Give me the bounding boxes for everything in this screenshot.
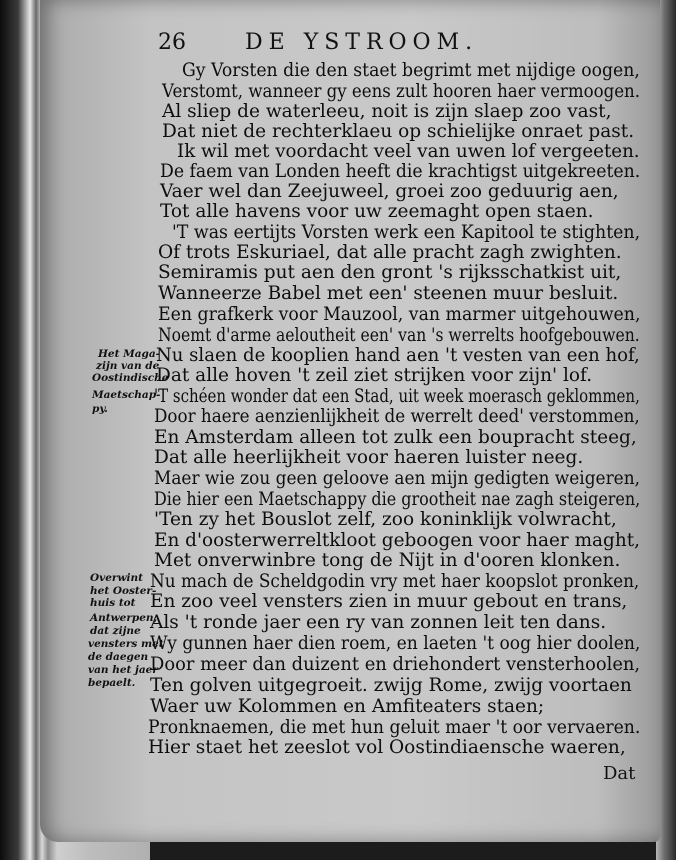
- verse-line: Nu slaen de kooplien hand aen 't vesten van een hof,: [156, 345, 640, 366]
- verse-line: Nu mach de Scheldgodin vry met haer koopslot pronken,: [150, 571, 640, 592]
- margin-note: vensters met: [88, 638, 164, 650]
- verse-line: Dat alle hoven 't zeil ziet strijken voor zijn' lof.: [156, 365, 593, 386]
- verse-line: Met onverwinbre tong de Nijt in d'ooren klonken.: [154, 550, 621, 571]
- verse-line: En d'oosterwerreltkloot geboogen voor haer maght,: [154, 530, 640, 551]
- verse-line: Hier staet het zeeslot vol Oostindiaensche waeren,: [148, 737, 626, 758]
- verse-line: En Amsterdam alleen tot zulk een boupracht steeg,: [154, 427, 637, 448]
- verse-line: Een grafkerk voor Mauzool, van marmer uitgehouwen,: [158, 304, 641, 325]
- verse-line: Semiramis put aen den gront 's rijksschatkist uit,: [158, 262, 622, 283]
- verse-line: En zoo veel vensters zien in muur gebout en trans,: [150, 591, 628, 612]
- verse-line: Maer wie zou geen geloove aen mijn gedigten weigeren,: [154, 468, 640, 489]
- catchword: Dat: [603, 763, 636, 784]
- margin-note: py.: [92, 403, 108, 415]
- verse-line: Ik wil met voordacht veel van uwen lof vergeeten.: [177, 141, 640, 162]
- verse-line: Ten golven uitgegroeit. zwijg Rome, zwijg voortaen: [150, 675, 632, 696]
- verse-line: De faem van Londen heeft die krachtigst uitgekreeten.: [160, 161, 641, 182]
- margin-note: de daegen: [88, 651, 149, 663]
- margin-note: het Ooster-: [90, 585, 157, 597]
- verse-line: Verstomt, wanneer gy eens zult hooren haer vermoogen.: [162, 81, 640, 102]
- verse-line: Waer uw Kolommen en Amfiteaters staen;: [150, 696, 545, 717]
- verse-line: 'T schéen wonder dat een Stad, uit week moerasch geklommen,: [154, 386, 640, 407]
- verse-line: Al sliep de waterleeu, noit is zijn slaep zoo vast,: [162, 101, 612, 122]
- running-title: DE YSTROOM.: [245, 30, 479, 55]
- verse-line: Door haere aenzienlijkheit de werrelt deed' verstommen,: [154, 406, 640, 427]
- margin-note: zijn van de: [96, 360, 160, 372]
- verse-line: 'T was eertijts Vorsten werk een Kapitool te stighten,: [172, 222, 641, 243]
- verse-line: Als 't ronde jaer een ry van zonnen leit ten dans.: [150, 612, 607, 633]
- verse-line: Noemt d'arme aeloutheit een' van 's werrelts hoofgebouwen.: [158, 325, 640, 346]
- verse-line: Tot alle havens voor uw zeemaght open staen.: [160, 201, 594, 222]
- margin-note: Overwint: [90, 572, 143, 584]
- margin-note: Maetschap-: [92, 389, 161, 401]
- verse-line: Wanneerze Babel met een' steenen muur besluit.: [158, 283, 619, 304]
- verse-line: Wy gunnen haer dien roem, en laeten 't oog hier doolen,: [150, 633, 641, 654]
- margin-note: bepaelt.: [88, 677, 136, 689]
- margin-note: Het Maga-: [98, 348, 161, 360]
- margin-note: van het jaer: [88, 664, 158, 676]
- verse-line: Of trots Eskuriael, dat alle pracht zagh zwighten.: [158, 242, 622, 263]
- page-number: 26: [158, 30, 186, 55]
- margin-note: dat zijne: [90, 625, 141, 637]
- verse-line: 'Ten zy het Bouslot zelf, zoo koninklijk volwracht,: [154, 509, 617, 530]
- margin-note: huis tot: [90, 597, 136, 609]
- verse-line: Pronknaemen, die met hun geluit maer 't oor vervaeren.: [148, 717, 641, 738]
- verse-line: Door meer dan duizent en driehondert vensterhoolen,: [150, 654, 641, 675]
- verse-line: Dat niet de rechterklaeu op schielijke onraet past.: [162, 121, 635, 142]
- margin-note: Antwerpen,: [90, 612, 158, 624]
- margin-note: Oostindische: [92, 372, 169, 384]
- verse-line: Die hier een Maetschappy die grootheit nae zagh steigeren,: [154, 489, 641, 510]
- verse-line: Dat alle heerlijkheit voor haeren luister neeg.: [154, 447, 584, 468]
- verse-line: Vaer wel dan Zeejuweel, groei zoo geduurig aen,: [160, 181, 619, 202]
- verse-line: Gy Vorsten die den staet begrimt met nijdige oogen,: [182, 60, 640, 81]
